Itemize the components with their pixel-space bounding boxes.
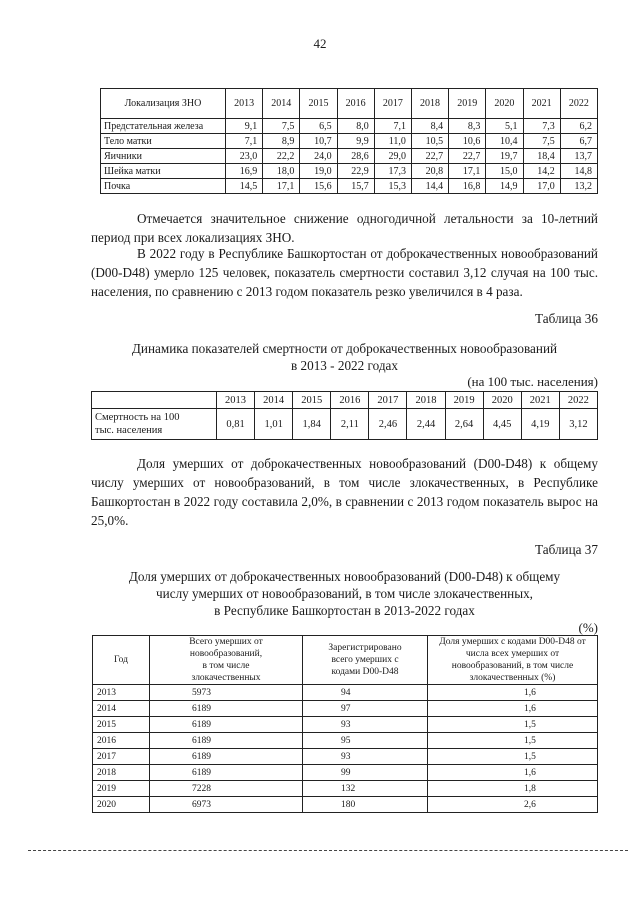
paragraph-text: Отмечается значительное снижение одногодичной летальности за 10-летний период при всех локализациях ЗНО. <box>91 211 598 245</box>
cell: 8,0 <box>337 119 374 134</box>
header-year: 2019 <box>449 89 486 119</box>
table-row <box>92 409 598 440</box>
table-row <box>93 797 598 813</box>
page-number: 42 <box>313 36 327 51</box>
cell: 22,7 <box>449 149 486 164</box>
title-line: Динамика показателей смертности от доброкачественных новообразований <box>131 341 558 356</box>
cell-total: 5973 <box>150 685 303 701</box>
cell: 2,46 <box>369 409 407 440</box>
cell-registered: 97 <box>303 701 428 717</box>
title-line: числу умерших от новообразований, в том числе злокачественных, <box>156 586 533 601</box>
cell-total: 6189 <box>150 701 303 717</box>
cell: 2,11 <box>331 409 369 440</box>
lethality-table <box>100 88 598 194</box>
cell-registered: 93 <box>303 749 428 765</box>
cell: 19,0 <box>300 164 337 179</box>
cell: 14,2 <box>523 164 560 179</box>
cell: 13,2 <box>560 179 597 194</box>
cell-year: 2014 <box>93 701 150 717</box>
cell: 19,7 <box>486 149 523 164</box>
header-year: 2022 <box>559 392 597 409</box>
cell: 22,2 <box>263 149 300 164</box>
header-label: Локализация ЗНО <box>101 89 226 119</box>
table36-title <box>91 340 598 374</box>
row-label <box>92 409 217 440</box>
cell: 5,1 <box>486 119 523 134</box>
header-total <box>150 636 303 685</box>
cell-share: 1,6 <box>428 701 598 717</box>
cell-year: 2013 <box>93 685 150 701</box>
title-line: в Республике Башкортостан в 2013-2022 годах <box>214 603 475 618</box>
cell: 14,9 <box>486 179 523 194</box>
cell: 14,8 <box>560 164 597 179</box>
header-year: Год <box>93 636 150 685</box>
cell: 7,5 <box>263 119 300 134</box>
mortality-dynamics-table <box>91 391 598 440</box>
cell: 20,8 <box>411 164 448 179</box>
cell: 17,1 <box>449 164 486 179</box>
header-year: 2021 <box>521 392 559 409</box>
header-year: 2016 <box>337 89 374 119</box>
cell: 6,2 <box>560 119 597 134</box>
cell-share: 1,6 <box>428 685 598 701</box>
cell: 2,44 <box>407 409 445 440</box>
table-header-row <box>93 636 598 685</box>
cell-total: 6973 <box>150 797 303 813</box>
cell: 22,9 <box>337 164 374 179</box>
cell: 23,0 <box>226 149 263 164</box>
cell-year: 2015 <box>93 717 150 733</box>
cell-share: 2,6 <box>428 797 598 813</box>
header-line: в том числе <box>202 661 250 671</box>
cell: 14,4 <box>411 179 448 194</box>
cell-total: 6189 <box>150 765 303 781</box>
header-line: всего умерших с <box>331 655 399 665</box>
table-row <box>101 179 598 194</box>
header-year: 2021 <box>523 89 560 119</box>
cell: 17,3 <box>374 164 411 179</box>
table36-label: Таблица 36 <box>535 311 598 326</box>
header-line: злокачественных (%) <box>469 673 556 683</box>
cell-total: 6189 <box>150 733 303 749</box>
table-row <box>101 164 598 179</box>
cell: 7,3 <box>523 119 560 134</box>
cell: 11,0 <box>374 134 411 149</box>
cell: 14,5 <box>226 179 263 194</box>
cell-registered: 93 <box>303 717 428 733</box>
paragraph-lethality <box>91 209 598 247</box>
row-label: Шейка матки <box>101 164 226 179</box>
cell-total: 6189 <box>150 749 303 765</box>
table-row <box>93 733 598 749</box>
header-line: новообразований, <box>189 649 263 659</box>
paragraph-benign-mortality <box>91 244 598 301</box>
row-label: Тело матки <box>101 134 226 149</box>
cell: 6,5 <box>300 119 337 134</box>
cell: 28,6 <box>337 149 374 164</box>
table-row <box>93 765 598 781</box>
header-year: 2014 <box>255 392 293 409</box>
footer-divider <box>28 850 628 851</box>
cell: 7,5 <box>523 134 560 149</box>
header-year: 2013 <box>226 89 263 119</box>
header-year: 2019 <box>445 392 483 409</box>
title-line: в 2013 - 2022 годах <box>290 358 398 373</box>
header-line: злокачественных <box>191 673 261 683</box>
cell: 17,0 <box>523 179 560 194</box>
cell: 1,84 <box>293 409 331 440</box>
table-header-row <box>92 392 598 409</box>
row-label-line: тыс. населения <box>95 425 163 436</box>
row-label: Почка <box>101 179 226 194</box>
cell: 8,4 <box>411 119 448 134</box>
table37-unit: (%) <box>578 620 598 635</box>
table-row <box>101 119 598 134</box>
row-label: Яичники <box>101 149 226 164</box>
paragraph-text: Доля умерших от доброкачественных новообразований (D00-D48) к общему числу умерших от новообразований, в том числе злокачественных, в Республике Башкортостан в 2022 году составила 2,0%, в сравнении с 2013 годом показатель вырос на 25,0%. <box>91 456 598 528</box>
header-empty <box>92 392 217 409</box>
cell: 15,7 <box>337 179 374 194</box>
cell: 13,7 <box>560 149 597 164</box>
cell: 10,6 <box>449 134 486 149</box>
cell-share: 1,6 <box>428 765 598 781</box>
table-row <box>93 717 598 733</box>
header-registered <box>303 636 428 685</box>
paragraph-share <box>91 454 598 530</box>
cell: 2,64 <box>445 409 483 440</box>
cell: 8,9 <box>263 134 300 149</box>
cell: 22,7 <box>411 149 448 164</box>
header-line: кодами D00-D48 <box>331 667 399 677</box>
cell: 7,1 <box>374 119 411 134</box>
header-year: 2017 <box>369 392 407 409</box>
header-year: 2022 <box>560 89 597 119</box>
header-share <box>428 636 598 685</box>
header-year: 2020 <box>486 89 523 119</box>
cell-registered: 132 <box>303 781 428 797</box>
table-row <box>93 749 598 765</box>
table37-label: Таблица 37 <box>535 542 598 557</box>
cell: 16,9 <box>226 164 263 179</box>
header-line: новообразований, в том числе <box>451 661 574 671</box>
cell-total: 7228 <box>150 781 303 797</box>
table-row <box>101 134 598 149</box>
cell-year: 2020 <box>93 797 150 813</box>
table-row <box>93 685 598 701</box>
cell-total: 6189 <box>150 717 303 733</box>
cell-year: 2019 <box>93 781 150 797</box>
cell: 0,81 <box>217 409 255 440</box>
header-year: 2014 <box>263 89 300 119</box>
cell-share: 1,8 <box>428 781 598 797</box>
header-line: Всего умерших от <box>189 637 263 647</box>
cell: 9,1 <box>226 119 263 134</box>
cell-registered: 94 <box>303 685 428 701</box>
cell: 3,12 <box>559 409 597 440</box>
header-line: числа всех умерших от <box>465 649 560 659</box>
table-row <box>93 701 598 717</box>
title-line: Доля умерших от доброкачественных новообразований (D00-D48) к общему <box>128 569 561 584</box>
cell: 4,19 <box>521 409 559 440</box>
header-year: 2020 <box>483 392 521 409</box>
cell: 9,9 <box>337 134 374 149</box>
cell-year: 2017 <box>93 749 150 765</box>
cell: 15,0 <box>486 164 523 179</box>
cell-year: 2018 <box>93 765 150 781</box>
cell-registered: 95 <box>303 733 428 749</box>
header-year: 2018 <box>411 89 448 119</box>
cell-registered: 180 <box>303 797 428 813</box>
row-label: Предстательная железа <box>101 119 226 134</box>
cell: 6,7 <box>560 134 597 149</box>
table-row <box>101 149 598 164</box>
table-row <box>93 781 598 797</box>
cell-registered: 99 <box>303 765 428 781</box>
cell: 1,01 <box>255 409 293 440</box>
cell: 29,0 <box>374 149 411 164</box>
header-year: 2015 <box>300 89 337 119</box>
cell: 24,0 <box>300 149 337 164</box>
cell: 16,8 <box>449 179 486 194</box>
table-header-row <box>101 89 598 119</box>
paragraph-text: В 2022 году в Республике Башкортостан от доброкачественных новообразований (D00-D48) умерло 125 человек, показатель смертности составил 3,12 случая на 100 тыс. населения, по сравнению с 2013 годом показатель резко увеличился в 4 раза. <box>91 246 598 299</box>
cell-share: 1,5 <box>428 733 598 749</box>
header-year: 2016 <box>331 392 369 409</box>
cell: 15,3 <box>374 179 411 194</box>
header-year: 2013 <box>217 392 255 409</box>
cell: 8,3 <box>449 119 486 134</box>
header-year: 2018 <box>407 392 445 409</box>
cell-year: 2016 <box>93 733 150 749</box>
cell-share: 1,5 <box>428 749 598 765</box>
benign-share-table <box>92 635 598 813</box>
header-year: 2017 <box>374 89 411 119</box>
header-year: 2015 <box>293 392 331 409</box>
table37-title <box>91 568 598 619</box>
cell: 18,0 <box>263 164 300 179</box>
header-line: Зарегистрировано <box>328 643 402 653</box>
cell: 18,4 <box>523 149 560 164</box>
cell: 4,45 <box>483 409 521 440</box>
cell: 7,1 <box>226 134 263 149</box>
cell: 10,4 <box>486 134 523 149</box>
cell: 17,1 <box>263 179 300 194</box>
cell: 10,5 <box>411 134 448 149</box>
cell-share: 1,5 <box>428 717 598 733</box>
cell: 10,7 <box>300 134 337 149</box>
row-label-line: Смертность на 100 <box>95 412 180 423</box>
header-line: Доля умерших с кодами D00-D48 от <box>439 637 586 647</box>
table36-unit: (на 100 тыс. населения) <box>467 374 598 389</box>
cell: 15,6 <box>300 179 337 194</box>
